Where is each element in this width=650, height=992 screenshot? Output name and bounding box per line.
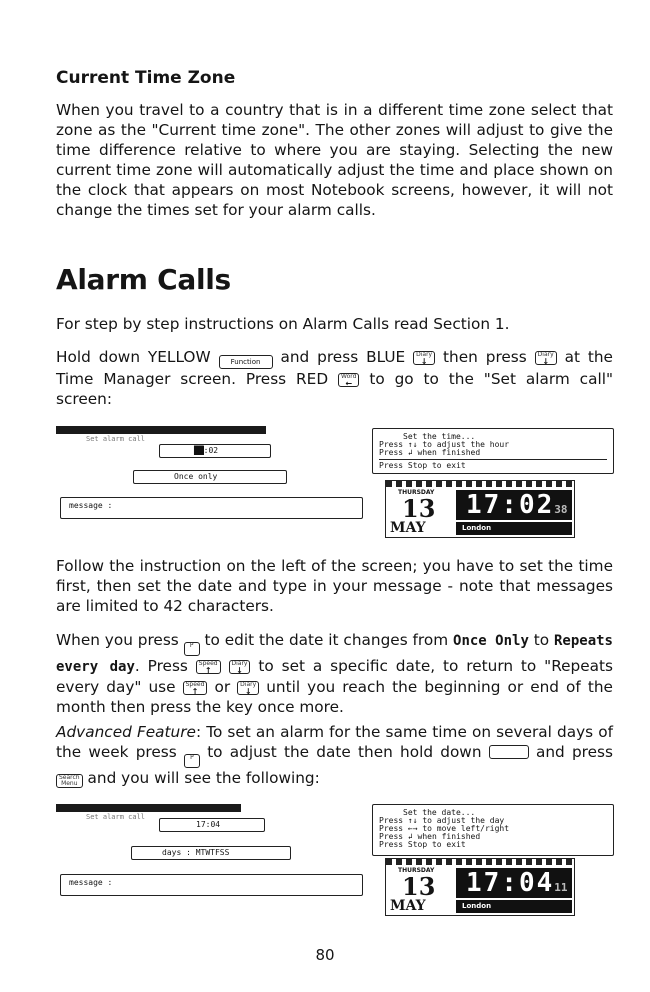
clock-day: THURSDAY [398, 489, 435, 496]
instruction-panel: Set the date... Press ↑↓ to adjust the day Press ←→ to move left/right Press ↲ when finished Press Stop to exit [372, 804, 614, 856]
clock-top-border [386, 481, 572, 487]
clock-city: London [456, 900, 572, 913]
alarm-calls-intro: For step by step instructions on Alarm Calls read Section 1. [56, 315, 510, 333]
p-key-icon: P [184, 754, 200, 768]
clock-date: 13 [402, 872, 436, 901]
clock-month: MAY [390, 520, 426, 536]
section-heading-alarm-calls: Alarm Calls [56, 263, 231, 296]
clock-time: 17:0411 [456, 868, 572, 898]
clock-city: London [456, 522, 572, 535]
follow-instruction-paragraph: Follow the instruction on the left of the screen; you have to set the time first, then set the date and type in your message - note that messages are limited to 42 characters. [56, 557, 613, 615]
diary-down-key-icon: Diary ↓ [237, 681, 259, 695]
section-heading-current-time-zone: Current Time Zone [56, 68, 236, 88]
function-key-icon: Function [219, 355, 273, 369]
alarm-calls-instructions-paragraph: Hold down YELLOW Function and press BLUE Diary ↓ then press Diary ↓ at the Time Manager screen. Press RED Word ← to go to the "Set alarm call" screen: [56, 348, 613, 408]
advanced-feature-paragraph: Advanced Feature: To set an alarm for the same time on several days of the week press P to adjust the date then hold down and press Search Menu and you will see the following: [56, 723, 613, 787]
p-key-icon: P [184, 642, 200, 656]
edit-date-paragraph: When you press P to edit the date it changes from Once Only to Repeats every day. Press Speed ↑ Diary ↓ to set a specific date, to return to "Repeats every day" use Speed ↑ or Diary ↓ until you reach the beginning or end of the month then press the key once more. [56, 631, 614, 716]
days-field: days : MTWTFSS [131, 846, 291, 860]
set-alarm-screen-2 [56, 798, 616, 923]
date-field: Once only [133, 470, 287, 484]
search-menu-key-icon: Search Menu [56, 774, 83, 788]
diary-down-key-icon: Diary ↓ [535, 351, 557, 365]
current-time-zone-text: When you travel to a country that is in a different time zone select that zone as the "Current time zone". The other zones will adjust to give the time difference relative to where you are staying. Selecting the new current time zone will automatically adjust the time and place shown on the clock that appears on most Notebook screens, however, it will not change the times set for your alarm calls. [56, 101, 613, 219]
speed-up-key-icon: Speed ↑ [183, 681, 208, 695]
clock-date: 13 [402, 494, 436, 523]
clock-month: MAY [390, 898, 426, 914]
message-field: message : [60, 497, 363, 519]
speed-up-key-icon: Speed ↑ [196, 660, 221, 674]
instruction-panel: Set the time... Press ↑↓ to adjust the hour Press ↲ when finished Press Stop to exit [372, 428, 614, 474]
clock-widget [385, 480, 575, 538]
blank-key-icon [489, 745, 529, 759]
screen-title-bar: Set alarm call [56, 804, 241, 812]
time-field: 17:04 [159, 818, 265, 832]
screen-title-bar: Set alarm call [56, 426, 266, 434]
diary-down-key-icon: Diary ↓ [413, 351, 435, 365]
word-back-key-icon: Word ← [338, 373, 359, 387]
time-field: ██:02 [159, 444, 271, 458]
clock-widget [385, 858, 575, 916]
message-field: message : [60, 874, 363, 896]
current-time-zone-paragraph [56, 100, 613, 220]
set-alarm-screen-1 [56, 420, 616, 540]
clock-day: THURSDAY [398, 867, 435, 874]
page-number: 80 [315, 946, 335, 964]
diary-down-key-icon: Diary ↓ [229, 660, 251, 674]
clock-top-border [386, 859, 572, 865]
clock-time: 17:0238 [456, 490, 572, 520]
